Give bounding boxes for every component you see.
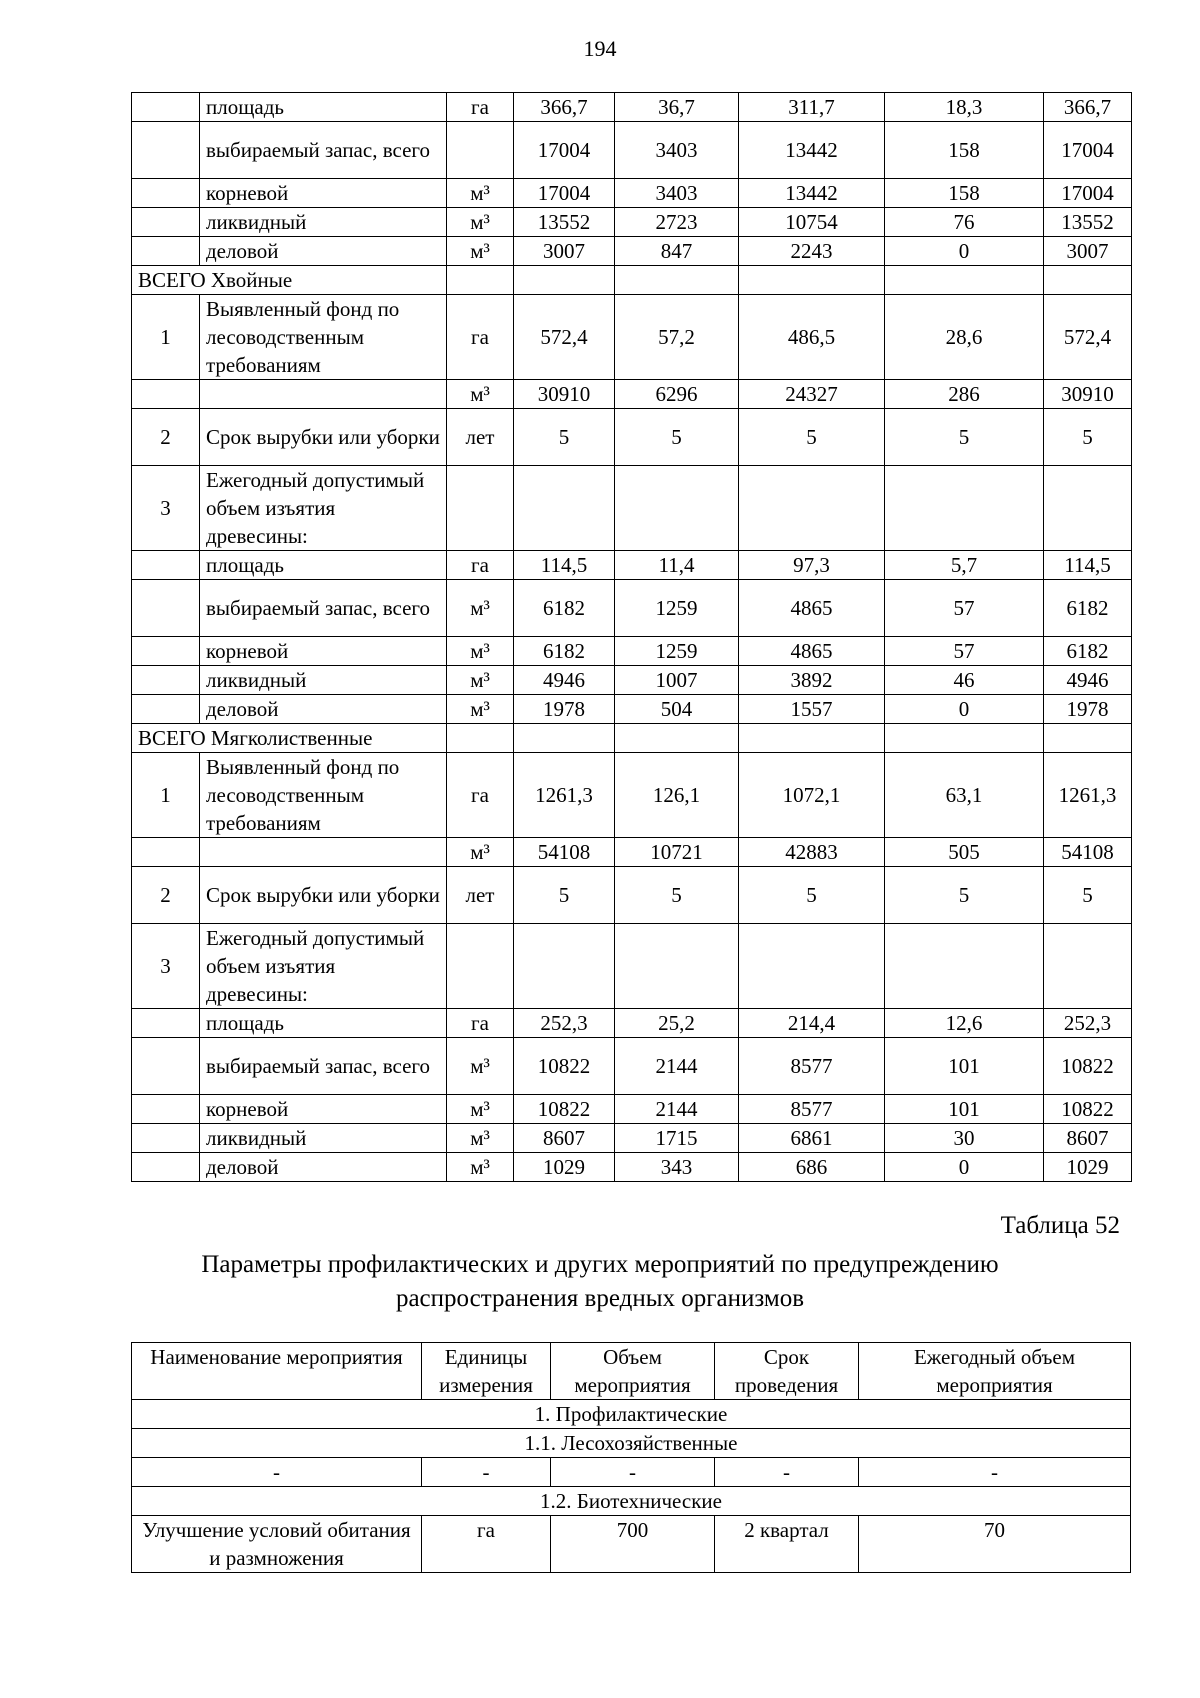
value-cell: 57 [885,580,1044,637]
value-cell: 28,6 [885,295,1044,380]
value-cell: 101 [885,1095,1044,1124]
empty-cell [615,724,739,753]
value-cell: 3403 [615,122,739,179]
dash-cell: - [132,1458,422,1487]
value-cell [739,924,885,1009]
table-row [132,695,1132,724]
row-name: деловой [200,237,447,266]
row-number [132,122,200,179]
group-label: ВСЕГО Хвойные [132,266,447,295]
table-row [132,637,1132,666]
empty-cell [739,266,885,295]
value-cell: 1259 [615,580,739,637]
row-number [132,237,200,266]
section-cell: 1. Профилактические [132,1400,1131,1429]
forest-fund-table [131,92,1132,1182]
row-name: корневой [200,637,447,666]
value-cell: 214,4 [739,1009,885,1038]
measures-table [131,1342,1131,1573]
value-cell: 13552 [1044,208,1132,237]
value-cell: 1557 [739,695,885,724]
row-number [132,1038,200,1095]
row-number [132,838,200,867]
group-row [132,724,1132,753]
value-cell: 10822 [1044,1095,1132,1124]
table-row [132,838,1132,867]
value-cell: 5 [1044,409,1132,466]
value-cell: 5 [885,409,1044,466]
table-title [0,1248,1200,1316]
value-cell: 30910 [514,380,615,409]
value-cell: 76 [885,208,1044,237]
value-cell: 5,7 [885,551,1044,580]
value-cell: 30910 [1044,380,1132,409]
group-label: ВСЕГО Мягколиственные [132,724,447,753]
measure-unit: га [422,1516,551,1573]
empty-cell [1044,724,1132,753]
row-unit: м³ [447,666,514,695]
row-unit: лет [447,867,514,924]
group-row [132,266,1132,295]
value-cell: 57,2 [615,295,739,380]
row-unit: лет [447,409,514,466]
value-cell: 4946 [514,666,615,695]
value-cell: 13552 [514,208,615,237]
row-number [132,208,200,237]
row-number [132,1009,200,1038]
row-unit [447,122,514,179]
row-number [132,695,200,724]
value-cell: 17004 [1044,122,1132,179]
row-name: деловой [200,1153,447,1182]
value-cell: 8607 [1044,1124,1132,1153]
header-cell: Ежегодный объем мероприятия [859,1343,1131,1400]
value-cell: 0 [885,237,1044,266]
empty-cell [885,266,1044,295]
value-cell: 3007 [1044,237,1132,266]
row-name: площадь [200,1009,447,1038]
section-cell: 1.2. Биотехнические [132,1487,1131,1516]
value-cell [739,466,885,551]
value-cell [1044,924,1132,1009]
value-cell: 25,2 [615,1009,739,1038]
value-cell: 6182 [514,580,615,637]
value-cell: 12,6 [885,1009,1044,1038]
row-unit: м³ [447,1038,514,1095]
header-cell: Объем мероприятия [551,1343,715,1400]
value-cell: 36,7 [615,93,739,122]
value-cell: 8577 [739,1095,885,1124]
table-row [132,208,1132,237]
value-cell: 5 [739,867,885,924]
row-name: корневой [200,1095,447,1124]
row-name: деловой [200,695,447,724]
value-cell: 5 [514,867,615,924]
row-unit: м³ [447,208,514,237]
row-name: Срок вырубки или уборки [200,867,447,924]
dash-cell: - [859,1458,1131,1487]
row-number: 1 [132,295,200,380]
table-row [132,1009,1132,1038]
table-row [132,753,1132,838]
value-cell: 2144 [615,1095,739,1124]
value-cell: 114,5 [514,551,615,580]
table-row [132,179,1132,208]
row-name: выбираемый запас, всего [200,580,447,637]
value-cell: 366,7 [1044,93,1132,122]
value-cell [885,924,1044,1009]
value-cell: 63,1 [885,753,1044,838]
value-cell: 101 [885,1038,1044,1095]
row-unit: м³ [447,580,514,637]
table-row [132,122,1132,179]
row-name: Срок вырубки или уборки [200,409,447,466]
row-unit: м³ [447,637,514,666]
row-unit: га [447,753,514,838]
value-cell: 54108 [514,838,615,867]
value-cell: 1029 [514,1153,615,1182]
table-row [132,666,1132,695]
empty-cell [514,724,615,753]
row-name: выбираемый запас, всего [200,122,447,179]
value-cell: 1072,1 [739,753,885,838]
measure-volume: 700 [551,1516,715,1573]
row-unit: м³ [447,1153,514,1182]
value-cell: 0 [885,695,1044,724]
value-cell: 343 [615,1153,739,1182]
row-name: корневой [200,179,447,208]
table-row [132,93,1132,122]
value-cell: 311,7 [739,93,885,122]
row-number [132,93,200,122]
value-cell: 10822 [1044,1038,1132,1095]
header-cell: Срок проведения [715,1343,859,1400]
value-cell: 5 [615,409,739,466]
measure-annual: 70 [859,1516,1131,1573]
value-cell: 3007 [514,237,615,266]
value-cell: 5 [739,409,885,466]
value-cell: 6861 [739,1124,885,1153]
section-row [132,1429,1131,1458]
row-number [132,637,200,666]
row-name [200,838,447,867]
row-name: Ежегодный допустимый объем изъятия древесины: [200,924,447,1009]
row-unit: м³ [447,179,514,208]
row-number [132,1095,200,1124]
value-cell: 1715 [615,1124,739,1153]
value-cell: 18,3 [885,93,1044,122]
empty-cell [514,266,615,295]
row-number: 3 [132,466,200,551]
table-row [132,466,1132,551]
value-cell: 4865 [739,637,885,666]
value-cell: 42883 [739,838,885,867]
value-cell: 158 [885,179,1044,208]
dash-cell: - [551,1458,715,1487]
value-cell: 57 [885,637,1044,666]
page-number: 194 [583,36,617,61]
dash-cell: - [422,1458,551,1487]
value-cell: 252,3 [514,1009,615,1038]
value-cell: 5 [1044,867,1132,924]
value-cell [1044,466,1132,551]
row-number [132,551,200,580]
measure-row [132,1516,1131,1573]
table-row [132,1124,1132,1153]
table-row [132,380,1132,409]
row-number: 3 [132,924,200,1009]
value-cell: 1978 [514,695,615,724]
row-name: ликвидный [200,208,447,237]
table-row [132,237,1132,266]
row-name: Выявленный фонд по лесоводственным требованиям [200,753,447,838]
value-cell: 3892 [739,666,885,695]
value-cell [514,924,615,1009]
value-cell: 6182 [514,637,615,666]
value-cell: 10822 [514,1038,615,1095]
value-cell: 486,5 [739,295,885,380]
value-cell: 5 [615,867,739,924]
value-cell: 6296 [615,380,739,409]
table-row [132,295,1132,380]
value-cell: 13442 [739,179,885,208]
value-cell: 4865 [739,580,885,637]
value-cell: 0 [885,1153,1044,1182]
value-cell: 11,4 [615,551,739,580]
value-cell: 5 [514,409,615,466]
row-unit: м³ [447,380,514,409]
row-unit: м³ [447,838,514,867]
value-cell [514,466,615,551]
row-number: 1 [132,753,200,838]
empty-cell [1044,266,1132,295]
dash-row [132,1458,1131,1487]
value-cell: 1261,3 [514,753,615,838]
measure-name: Улучшение условий обитания и размножения [132,1516,422,1573]
row-unit: м³ [447,1095,514,1124]
row-unit: га [447,551,514,580]
table-row [132,867,1132,924]
row-name: Выявленный фонд по лесоводственным требованиям [200,295,447,380]
row-unit: м³ [447,237,514,266]
empty-cell [615,266,739,295]
value-cell: 17004 [514,122,615,179]
value-cell: 1007 [615,666,739,695]
table-row [132,551,1132,580]
value-cell: 5 [885,867,1044,924]
row-unit [447,924,514,1009]
row-number [132,380,200,409]
table-row [132,1153,1132,1182]
value-cell: 847 [615,237,739,266]
value-cell: 572,4 [1044,295,1132,380]
value-cell: 1261,3 [1044,753,1132,838]
dash-cell: - [715,1458,859,1487]
empty-cell [885,724,1044,753]
row-number [132,1124,200,1153]
value-cell: 366,7 [514,93,615,122]
header-cell: Единицы измерения [422,1343,551,1400]
value-cell: 505 [885,838,1044,867]
row-number [132,666,200,695]
value-cell: 2723 [615,208,739,237]
row-unit: м³ [447,695,514,724]
value-cell: 2144 [615,1038,739,1095]
value-cell: 6182 [1044,637,1132,666]
empty-cell [739,724,885,753]
row-name: площадь [200,551,447,580]
value-cell: 8577 [739,1038,885,1095]
value-cell: 97,3 [739,551,885,580]
header-cell: Наименование мероприятия [132,1343,422,1400]
row-unit: га [447,295,514,380]
value-cell: 114,5 [1044,551,1132,580]
table-row [132,924,1132,1009]
value-cell: 8607 [514,1124,615,1153]
row-number [132,1153,200,1182]
value-cell [615,466,739,551]
value-cell: 3403 [615,179,739,208]
table-row [132,1038,1132,1095]
empty-cell [447,266,514,295]
value-cell: 2243 [739,237,885,266]
section-cell: 1.1. Лесохозяйственные [132,1429,1131,1458]
row-number: 2 [132,867,200,924]
table-caption: Таблица 52 [1000,1212,1120,1239]
row-unit: га [447,93,514,122]
value-cell: 13442 [739,122,885,179]
value-cell: 1029 [1044,1153,1132,1182]
row-name: выбираемый запас, всего [200,1038,447,1095]
row-name: площадь [200,93,447,122]
value-cell: 30 [885,1124,1044,1153]
value-cell: 252,3 [1044,1009,1132,1038]
empty-cell [447,724,514,753]
table-title-line-2: распространения вредных организмов [395,1285,805,1312]
value-cell: 286 [885,380,1044,409]
table-title-line-1: Параметры профилактических и других мероприятий по предупреждению [201,1251,999,1278]
value-cell: 10822 [514,1095,615,1124]
row-name: ликвидный [200,666,447,695]
value-cell: 4946 [1044,666,1132,695]
value-cell: 1978 [1044,695,1132,724]
measures-header-row [132,1343,1131,1400]
value-cell: 17004 [514,179,615,208]
value-cell [615,924,739,1009]
table-row [132,1095,1132,1124]
value-cell: 686 [739,1153,885,1182]
row-name: Ежегодный допустимый объем изъятия древесины: [200,466,447,551]
row-unit: га [447,1009,514,1038]
value-cell: 1259 [615,637,739,666]
value-cell: 126,1 [615,753,739,838]
value-cell: 10754 [739,208,885,237]
row-unit: м³ [447,1124,514,1153]
value-cell: 24327 [739,380,885,409]
value-cell: 504 [615,695,739,724]
value-cell: 10721 [615,838,739,867]
value-cell: 158 [885,122,1044,179]
table-row [132,580,1132,637]
value-cell: 17004 [1044,179,1132,208]
row-number [132,580,200,637]
table-row [132,409,1132,466]
section-row [132,1487,1131,1516]
value-cell: 572,4 [514,295,615,380]
value-cell: 54108 [1044,838,1132,867]
row-number [132,179,200,208]
measure-period: 2 квартал [715,1516,859,1573]
row-unit [447,466,514,551]
value-cell: 46 [885,666,1044,695]
section-row [132,1400,1131,1429]
value-cell [885,466,1044,551]
row-number: 2 [132,409,200,466]
row-name: ликвидный [200,1124,447,1153]
value-cell: 6182 [1044,580,1132,637]
row-name [200,380,447,409]
